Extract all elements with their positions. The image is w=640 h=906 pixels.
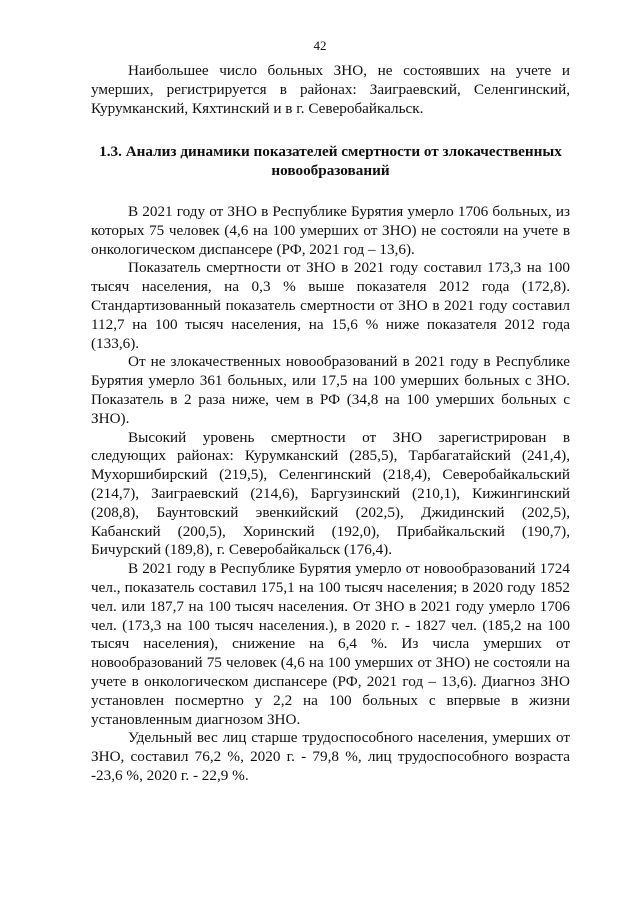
paragraph-districts: Высокий уровень смертности от ЗНО зарегистрирован в следующих районах: Курумканский (285,5), Тарбагатайский (241,4), Мухоршибирский (219,5), Селенгинский (218,4), Северобайкальский (214,7), Заиграевский (214,6), Баргузинский (210,1), Кижингинский (208,8), Баунтовский эвенкийский (202,5), Джидинский (202,5), Кабанский (200,5), Хоринский (192,0), Прибайкальский (190,7), Бичурский (189,8), г. Северобайкальск (176,4). (91, 428, 570, 559)
page-number: 42 (313, 38, 327, 53)
intro-paragraph: Наибольшее число больных ЗНО, не состоявших на учете и умерших, регистрируется в районах: Заиграевский, Селенгинский, Курумканский, Кяхтинский и в г. Северобайкальск. (91, 62, 570, 117)
section-heading: 1.3. Анализ динамики показателей смертности от злокачественных новообразований (99, 143, 562, 180)
document-body (91, 62, 570, 786)
paragraph-deaths-2021: В 2021 году от ЗНО в Республике Бурятия умерло 1706 больных, из которых 75 человек (4,6 на 100 умерших от ЗНО) не состояли на учете в онкологическом диспансере (РФ, 2021 год – 13,6). (91, 202, 570, 258)
paragraph-age-share: Удельный вес лиц старше трудоспособного населения, умерших от ЗНО, составил 76,2 %, 2020 г. - 79,8 %, лиц трудоспособного возраста -23,6 %, 2020 г. - 22,9 %. (91, 729, 570, 784)
paragraph-mortality-rate: Показатель смертности от ЗНО в 2021 году составил 173,3 на 100 тысяч населения, на 0,3 % выше показателя 2012 года (172,8). Стандартизованный показатель смертности от ЗНО в 2021 году составил 112,7 на 100 тысяч населения, на 15,6 % ниже показателя 2012 года (133,6). (91, 259, 570, 352)
paragraph-non-malignant: От не злокачественных новообразований в 2021 году в Республике Бурятия умерло 361 больных, или 17,5 на 100 умерших больных с ЗНО. Показатель в 2 раза ниже, чем в РФ (34,8 на 100 умерших больных с ЗНО). (91, 353, 570, 427)
paragraph-neoplasm-deaths: В 2021 году в Республике Бурятия умерло от новообразований 1724 чел., показатель составил 175,1 на 100 тысяч населения; в 2020 году 1852 чел. или 187,7 на 100 тысяч населения. От ЗНО в 2021 году умерло 1706 чел. (173,3 на 100 тысяч населения.), в 2020 г. - 1827 чел. (185,2 на 100 тысяч населения), снижение на 6,4 %. Из числа умерших от новообразований 75 человек (4,6 на 100 умерших от ЗНО) не состояли на учете в онкологическом диспансере (РФ, 2021 год – 13,6). Диагноз ЗНО установлен посмертно у 2,2 на 100 больных с впервые в жизни установленным диагнозом ЗНО. (91, 560, 570, 728)
